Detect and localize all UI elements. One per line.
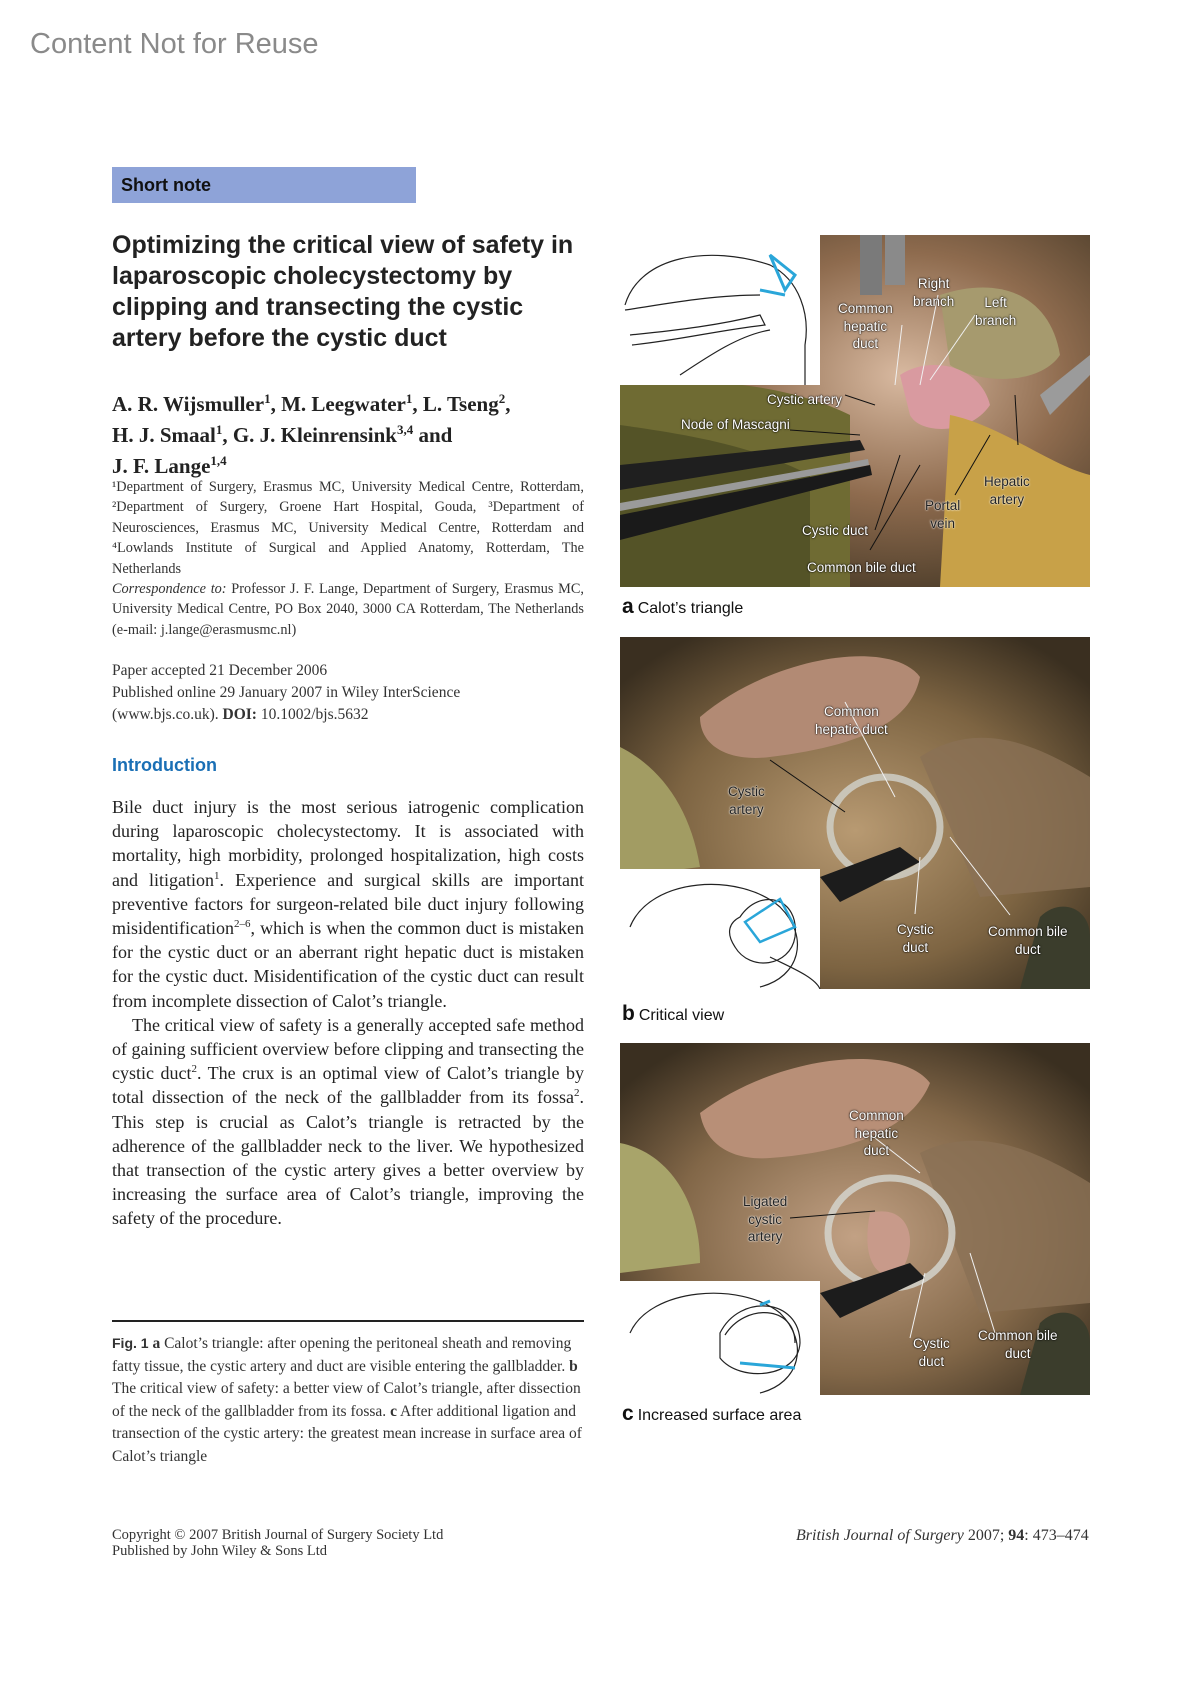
label-left-branch: Left branch [975, 295, 1017, 328]
section-heading-introduction: Introduction [112, 755, 217, 775]
author: H. J. Smaal$^1$, [112, 422, 233, 447]
author: G. J. Kleinrensink$^{3,4}$ and [232, 422, 453, 447]
author-list [112, 386, 592, 479]
copyright-notice: Copyright © 2007 British Journal of Surgery Society Ltd Published by John Wiley & Sons Ltd [112, 1527, 444, 1559]
accepted-date: Paper accepted 21 December 2006 [112, 662, 328, 679]
correspondence: Correspondence to: Professor J. F. Lange, Department of Surgery, Erasmus MC, University Medical Centre, PO Box 2040, 3000 CA Rotterdam, The Netherlands (e-mail: j.lange@erasmusmc.nl) [112, 581, 584, 638]
label-node-of-mascagni: Node of Mascagni [681, 417, 790, 432]
affiliation-text: ¹Department of Surgery, Erasmus MC, University Medical Centre, Rotterdam, ²Department of Surgery, Groene Hart Hospital, Gouda, ³Department of Neurosciences, Erasmus MC, University Medical Centre, Rotterdam and ⁴Lowlands Institute of Surgical and Applied Anatomy, Rotterdam, The Netherlands [112, 479, 584, 577]
paragraph: Bile duct injury is the most serious iatrogenic complication during laparoscopic cholecystectomy. It is associated with mortality, high morbidity, prolonged hospitalization, high costs and litigation$^1$. Experience and surgical skills are important preventive factors for surgeon-related bile duct injury following misidentification$^{2-6}$, which is when the common duct is mistaken for the cystic duct or an aberrant right hepatic duct is mistaken for the cystic duct. Misidentification of the cystic duct can result from incomplete dissection of Calot’s triangle. [112, 797, 584, 1011]
article-title: Optimizing the critical view of safety in laparoscopic cholecystectomy by clipping and transecting the cystic artery before the cystic duct [112, 231, 574, 352]
author: A. R. Wijsmuller$^1$, [112, 391, 282, 416]
watermark: Content Not for Reuse [30, 28, 319, 60]
figure-caption: Fig. 1 a Calot’s triangle: after opening the peritoneal sheath and removing fatty tissue, the cystic artery and duct are visible entering the gallbladder. b The critical view of safety: a better view of Calot’s triangle, after dissection of the neck of the gallbladder from its fossa. c After additional ligation and transection of the cystic artery: the greatest mean increase in surface area of Calot’s triangle [112, 1335, 582, 1465]
label-cystic-duct-b: Cystic duct [897, 922, 934, 955]
published-date: Published online 29 January 2007 in Wiley InterScience [112, 684, 461, 701]
publication-info [112, 660, 592, 726]
label-common-bile-duct-c: Common bile duct [978, 1328, 1058, 1361]
label-portal-vein: Portal vein [925, 498, 961, 531]
panel-caption-c: c Increased surface area [622, 1402, 802, 1425]
label-common-hepatic-duct-a: Common hepatic duct [838, 301, 893, 351]
caption-divider [112, 1320, 584, 1322]
label-cystic-duct-a: Cystic duct [802, 523, 869, 538]
introduction-body [112, 795, 584, 1231]
author: L. Tseng$^2$, [422, 391, 511, 416]
section-badge: Short note [112, 167, 416, 203]
label-right-branch: Right branch [913, 276, 955, 309]
label-common-bile-duct-a: Common bile duct [807, 560, 916, 575]
panel-caption-b: b Critical view [622, 1002, 725, 1025]
doi-line: (www.bjs.co.uk). DOI: 10.1002/bjs.5632 [112, 706, 369, 723]
label-common-hepatic-duct-b: Common hepatic duct [815, 704, 888, 737]
label-common-hepatic-duct-c: Common hepatic duct [849, 1108, 904, 1158]
panel-caption-a: a Calot’s triangle [622, 595, 744, 618]
paragraph: The critical view of safety is a generally accepted safe method of gaining sufficient overview before clipping and transecting the cystic duct$^2$. The crux is an optimal view of Calot’s triangle by total dissection of the neck of the gallbladder from its fossa$^2$. This step is crucial as Calot’s triangle is retracted by the adherence of the gallbladder neck to the liver. We hypothesized that transection of the cystic artery gives a better overview by increasing the surface area of Calot’s triangle, improving the safety of the procedure. [112, 1014, 584, 1229]
label-common-bile-duct-b: Common bile duct [988, 924, 1068, 957]
label-cystic-artery-b: Cystic artery [728, 784, 765, 817]
label-cystic-duct-c: Cystic duct [913, 1336, 950, 1369]
label-cystic-artery-a: Cystic artery [767, 392, 843, 407]
label-ligated-cystic-artery: Ligated cystic artery [743, 1194, 788, 1244]
author: M. Leegwater$^1$, [281, 391, 423, 416]
label-hepatic-artery: Hepatic artery [984, 474, 1030, 507]
author: J. F. Lange$^{1,4}$ [112, 453, 227, 478]
affiliations [112, 477, 584, 640]
journal-citation: British Journal of Surgery 2007; 94: 473–474 [796, 1527, 1089, 1544]
